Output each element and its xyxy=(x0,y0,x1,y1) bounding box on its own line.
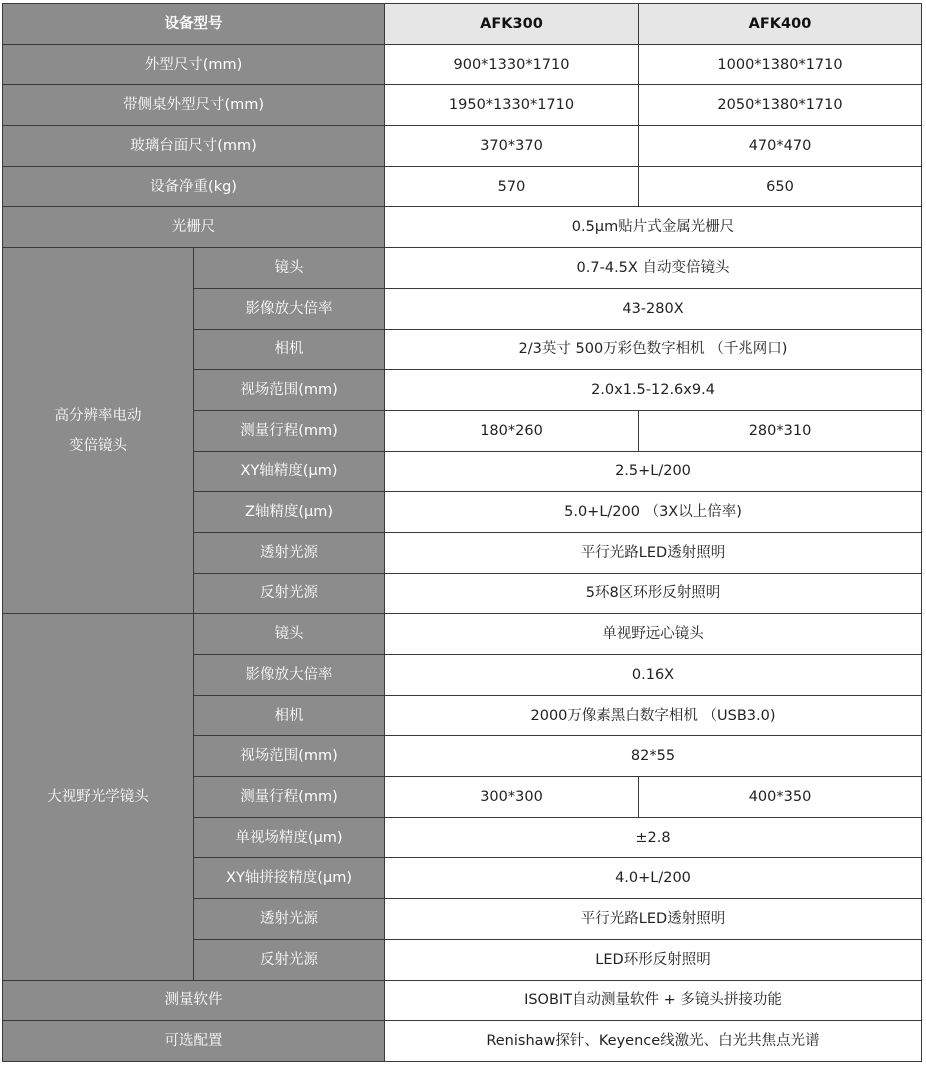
group-wide-field-label: 大视野光学镜头 xyxy=(3,614,194,980)
shared-value: 平行光路LED透射照明 xyxy=(385,532,922,573)
table-row xyxy=(3,166,922,207)
shared-value: 单视野远心镜头 xyxy=(385,614,922,655)
shared-value: 平行光路LED透射照明 xyxy=(385,899,922,940)
row-label: 可选配置 xyxy=(3,1021,385,1062)
row-label: 影像放大倍率 xyxy=(194,655,385,696)
shared-value: 0.5μm贴片式金属光栅尺 xyxy=(385,207,922,248)
afk400-value: 400*350 xyxy=(639,777,922,818)
shared-value: 2/3英寸 500万彩色数字相机 （千兆网口) xyxy=(385,329,922,370)
shared-value: 2.5+L/200 xyxy=(385,451,922,492)
row-label: 光栅尺 xyxy=(3,207,385,248)
row-label: 反射光源 xyxy=(194,939,385,980)
row-label: 透射光源 xyxy=(194,899,385,940)
group-high-res-label xyxy=(3,248,194,614)
shared-value: 5.0+L/200 （3X以上倍率) xyxy=(385,492,922,533)
group-label-line: 变倍镜头 xyxy=(69,437,127,454)
row-label: 设备净重(kg) xyxy=(3,166,385,207)
row-label: 反射光源 xyxy=(194,573,385,614)
afk300-value: 1950*1330*1710 xyxy=(385,85,639,126)
afk300-value: 370*370 xyxy=(385,126,639,167)
row-label: 测量行程(mm) xyxy=(194,777,385,818)
shared-value: Renishaw探针、Keyence线激光、白光共焦点光谱 xyxy=(385,1021,922,1062)
afk300-value: 570 xyxy=(385,166,639,207)
afk400-value: 280*310 xyxy=(639,410,922,451)
afk300-value: 900*1330*1710 xyxy=(385,44,639,85)
shared-value: 0.16X xyxy=(385,655,922,696)
row-label: 测量行程(mm) xyxy=(194,410,385,451)
model-afk300: AFK300 xyxy=(385,4,639,45)
shared-value: 5环8区环形反射照明 xyxy=(385,573,922,614)
table-row xyxy=(3,207,922,248)
table-row xyxy=(3,126,922,167)
row-label: 玻璃台面尺寸(mm) xyxy=(3,126,385,167)
header-row xyxy=(3,4,922,45)
shared-value: 2000万像素黑白数字相机 （USB3.0) xyxy=(385,695,922,736)
afk400-value: 2050*1380*1710 xyxy=(639,85,922,126)
afk400-value: 1000*1380*1710 xyxy=(639,44,922,85)
row-label: 视场范围(mm) xyxy=(194,370,385,411)
shared-value: 82*55 xyxy=(385,736,922,777)
row-label: 影像放大倍率 xyxy=(194,288,385,329)
row-label: 透射光源 xyxy=(194,532,385,573)
shared-value: ISOBIT自动测量软件 + 多镜头拼接功能 xyxy=(385,980,922,1021)
table-row xyxy=(3,614,922,655)
model-afk400: AFK400 xyxy=(639,4,922,45)
row-label: 相机 xyxy=(194,329,385,370)
row-label: 镜头 xyxy=(194,248,385,289)
table-row xyxy=(3,44,922,85)
row-label: 镜头 xyxy=(194,614,385,655)
table-row xyxy=(3,85,922,126)
table-row xyxy=(3,248,922,289)
row-label: 带侧桌外型尺寸(mm) xyxy=(3,85,385,126)
row-label: 相机 xyxy=(194,695,385,736)
afk300-value: 180*260 xyxy=(385,410,639,451)
group-label-line: 高分辨率电动 xyxy=(54,407,142,424)
row-label: XY轴拼接精度(μm) xyxy=(194,858,385,899)
row-label: 外型尺寸(mm) xyxy=(3,44,385,85)
afk300-value: 300*300 xyxy=(385,777,639,818)
spec-table xyxy=(2,3,922,1062)
shared-value: ±2.8 xyxy=(385,817,922,858)
table-row xyxy=(3,1021,922,1062)
table-row xyxy=(3,980,922,1021)
row-label: 单视场精度(μm) xyxy=(194,817,385,858)
row-label: 测量软件 xyxy=(3,980,385,1021)
row-label: 视场范围(mm) xyxy=(194,736,385,777)
header-label: 设备型号 xyxy=(3,4,385,45)
afk400-value: 470*470 xyxy=(639,126,922,167)
row-label: XY轴精度(μm) xyxy=(194,451,385,492)
shared-value: 0.7-4.5X 自动变倍镜头 xyxy=(385,248,922,289)
afk400-value: 650 xyxy=(639,166,922,207)
shared-value: 2.0x1.5-12.6x9.4 xyxy=(385,370,922,411)
shared-value: 4.0+L/200 xyxy=(385,858,922,899)
row-label: Z轴精度(μm) xyxy=(194,492,385,533)
shared-value: 43-280X xyxy=(385,288,922,329)
shared-value: LED环形反射照明 xyxy=(385,939,922,980)
